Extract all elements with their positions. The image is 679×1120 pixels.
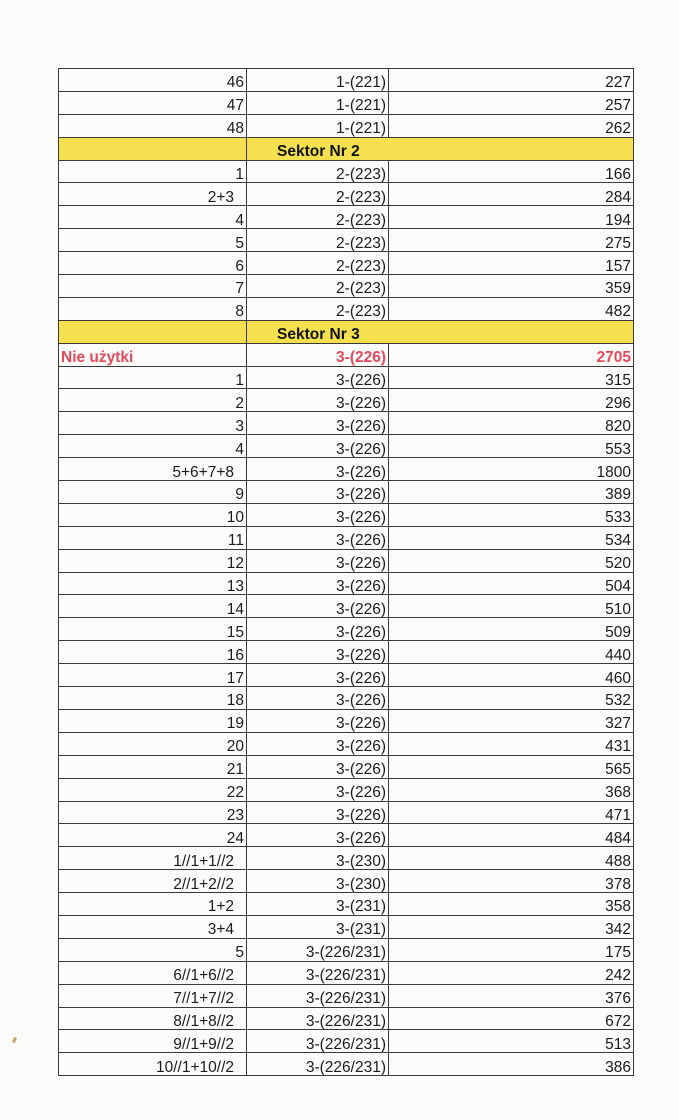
table-row	[59, 641, 634, 664]
table-row	[59, 687, 634, 710]
parcel-number-cell: 8	[59, 297, 247, 320]
table-row	[59, 1053, 634, 1076]
sector-table	[58, 68, 634, 1076]
parcel-number-cell: 17	[59, 664, 247, 687]
precinct-cell: 1-(221)	[247, 91, 389, 114]
area-value-cell: 327	[389, 709, 634, 732]
area-value-cell: 257	[389, 91, 634, 114]
area-value-cell: 520	[389, 549, 634, 572]
area-value-cell: 389	[389, 481, 634, 504]
area-value-cell: 358	[389, 893, 634, 916]
area-value-cell: 262	[389, 114, 634, 137]
precinct-cell: 2-(223)	[247, 275, 389, 298]
precinct-cell: 3-(226)	[247, 412, 389, 435]
parcel-number-cell: 24	[59, 824, 247, 847]
area-value-cell: 509	[389, 618, 634, 641]
parcel-number-cell: 2+3	[59, 183, 247, 206]
parcel-number-cell: 1	[59, 366, 247, 389]
parcel-number-cell: 19	[59, 709, 247, 732]
parcel-number-cell: 47	[59, 91, 247, 114]
area-value-cell: 376	[389, 984, 634, 1007]
precinct-cell: 3-(226/231)	[247, 1007, 389, 1030]
precinct-cell: 3-(226)	[247, 824, 389, 847]
area-value-cell: 157	[389, 252, 634, 275]
parcel-number-cell: 1	[59, 160, 247, 183]
precinct-cell: 3-(226)	[247, 641, 389, 664]
table-row	[59, 526, 634, 549]
precinct-cell: 3-(226/231)	[247, 1030, 389, 1053]
parcel-number-cell: 7//1+7//2	[59, 984, 247, 1007]
precinct-cell: 3-(226)	[247, 709, 389, 732]
sector-table-body	[59, 69, 634, 1076]
area-value-cell: 513	[389, 1030, 634, 1053]
area-value-cell: 440	[389, 641, 634, 664]
precinct-cell: 2-(223)	[247, 206, 389, 229]
sector-header-blank	[59, 320, 247, 343]
table-row	[59, 69, 634, 92]
area-value-cell: 672	[389, 1007, 634, 1030]
precinct-cell: 3-(226/231)	[247, 938, 389, 961]
table-row	[59, 1030, 634, 1053]
area-value-cell: 460	[389, 664, 634, 687]
table-row	[59, 801, 634, 824]
table-row	[59, 572, 634, 595]
table-row	[59, 824, 634, 847]
table-row	[59, 366, 634, 389]
precinct-cell: 3-(226/231)	[247, 984, 389, 1007]
precinct-cell: 3-(226)	[247, 732, 389, 755]
precinct-cell: 3-(226)	[247, 778, 389, 801]
precinct-cell: 3-(231)	[247, 893, 389, 916]
parcel-number-cell: 15	[59, 618, 247, 641]
area-value-cell: 315	[389, 366, 634, 389]
table-row	[59, 938, 634, 961]
table-row	[59, 206, 634, 229]
precinct-cell: 3-(226)	[247, 435, 389, 458]
precinct-cell: 2-(223)	[247, 297, 389, 320]
parcel-number-cell: 6//1+6//2	[59, 961, 247, 984]
area-value-cell: 368	[389, 778, 634, 801]
table-row	[59, 709, 634, 732]
parcel-number-cell: 1//1+1//2	[59, 847, 247, 870]
area-value-cell: 565	[389, 755, 634, 778]
sector-header-blank	[59, 137, 247, 160]
table-row	[59, 389, 634, 412]
sector-header-label: Sektor Nr 3	[277, 326, 360, 344]
parcel-number-cell: 2//1+2//2	[59, 870, 247, 893]
table-row	[59, 664, 634, 687]
table-row	[59, 229, 634, 252]
parcel-number-cell: 3	[59, 412, 247, 435]
precinct-cell: 3-(226)	[247, 481, 389, 504]
area-value-cell: 175	[389, 938, 634, 961]
area-value-cell: 482	[389, 297, 634, 320]
table-row	[59, 114, 634, 137]
parcel-number-cell: 5	[59, 229, 247, 252]
sector-header-fill	[389, 320, 634, 343]
table-row	[59, 870, 634, 893]
area-value-cell: 242	[389, 961, 634, 984]
precinct-cell: 3-(226)	[247, 801, 389, 824]
area-value-cell: 504	[389, 572, 634, 595]
parcel-number-cell: 14	[59, 595, 247, 618]
table-row	[59, 458, 634, 481]
parcel-number-cell: 2	[59, 389, 247, 412]
table-row	[59, 1007, 634, 1030]
table-row	[59, 183, 634, 206]
table-row	[59, 91, 634, 114]
parcel-number-cell: 5	[59, 938, 247, 961]
area-value-cell: 342	[389, 915, 634, 938]
precinct-cell: 3-(226)	[247, 595, 389, 618]
area-value-cell: 471	[389, 801, 634, 824]
area-value-cell: 532	[389, 687, 634, 710]
area-value-cell: 488	[389, 847, 634, 870]
table-row	[59, 847, 634, 870]
sector-header-row	[59, 137, 634, 160]
area-value-cell: 553	[389, 435, 634, 458]
table-row	[59, 778, 634, 801]
parcel-number-cell: 13	[59, 572, 247, 595]
area-value-cell: 484	[389, 824, 634, 847]
precinct-cell: 1-(221)	[247, 114, 389, 137]
precinct-cell: 3-(226)	[247, 549, 389, 572]
precinct-cell: 3-(231)	[247, 915, 389, 938]
parcel-number-cell: 9//1+9//2	[59, 1030, 247, 1053]
parcel-number-cell: 9	[59, 481, 247, 504]
precinct-cell: 2-(223)	[247, 183, 389, 206]
precinct-cell: 1-(221)	[247, 69, 389, 92]
table-row	[59, 503, 634, 526]
area-value-cell: 533	[389, 503, 634, 526]
area-value-cell: 1800	[389, 458, 634, 481]
parcel-number-cell: 4	[59, 206, 247, 229]
table-row	[59, 893, 634, 916]
area-value-cell: 275	[389, 229, 634, 252]
parcel-number-cell: 16	[59, 641, 247, 664]
table-row	[59, 297, 634, 320]
precinct-cell: 2-(223)	[247, 229, 389, 252]
table-row	[59, 481, 634, 504]
precinct-cell: 3-(226/231)	[247, 961, 389, 984]
table-row	[59, 618, 634, 641]
table-row	[59, 549, 634, 572]
parcel-number-cell: 6	[59, 252, 247, 275]
table-row	[59, 252, 634, 275]
parcel-number-cell: 5+6+7+8	[59, 458, 247, 481]
precinct-cell: 3-(230)	[247, 847, 389, 870]
parcel-number-cell: 12	[59, 549, 247, 572]
area-value-cell: 431	[389, 732, 634, 755]
precinct-cell: 3-(226)	[247, 618, 389, 641]
area-value-cell: 166	[389, 160, 634, 183]
precinct-cell: 3-(226)	[247, 366, 389, 389]
parcel-number-cell: 8//1+8//2	[59, 1007, 247, 1030]
parcel-number-cell: 1+2	[59, 893, 247, 916]
area-value-cell: 227	[389, 69, 634, 92]
precinct-cell: 3-(226)	[247, 572, 389, 595]
parcel-number-cell: 46	[59, 69, 247, 92]
wasteland-row	[59, 343, 634, 366]
parcel-number-cell: 23	[59, 801, 247, 824]
precinct-cell: 3-(226)	[247, 755, 389, 778]
table-row	[59, 595, 634, 618]
precinct-cell: 3-(226)	[247, 343, 389, 366]
precinct-cell: 3-(226)	[247, 664, 389, 687]
area-value-cell: 194	[389, 206, 634, 229]
table-row	[59, 984, 634, 1007]
precinct-cell: 2-(223)	[247, 160, 389, 183]
parcel-number-cell: Nie użytki	[59, 343, 247, 366]
parcel-number-cell: 22	[59, 778, 247, 801]
area-value-cell: 2705	[389, 343, 634, 366]
area-value-cell: 534	[389, 526, 634, 549]
area-value-cell: 510	[389, 595, 634, 618]
area-value-cell: 820	[389, 412, 634, 435]
precinct-cell: 3-(226)	[247, 389, 389, 412]
scan-speck	[12, 1037, 17, 1044]
parcel-number-cell: 4	[59, 435, 247, 458]
precinct-cell: 3-(226)	[247, 458, 389, 481]
sector-header-label-cell	[247, 320, 389, 343]
area-value-cell: 378	[389, 870, 634, 893]
table-row	[59, 160, 634, 183]
area-value-cell: 284	[389, 183, 634, 206]
parcel-number-cell: 7	[59, 275, 247, 298]
area-value-cell: 359	[389, 275, 634, 298]
precinct-cell: 3-(226)	[247, 526, 389, 549]
table-row	[59, 732, 634, 755]
table-row	[59, 275, 634, 298]
area-value-cell: 386	[389, 1053, 634, 1076]
parcel-number-cell: 21	[59, 755, 247, 778]
precinct-cell: 3-(230)	[247, 870, 389, 893]
parcel-number-cell: 48	[59, 114, 247, 137]
area-value-cell: 296	[389, 389, 634, 412]
parcel-number-cell: 10//1+10//2	[59, 1053, 247, 1076]
precinct-cell: 2-(223)	[247, 252, 389, 275]
precinct-cell: 3-(226)	[247, 687, 389, 710]
precinct-cell: 3-(226/231)	[247, 1053, 389, 1076]
parcel-number-cell: 20	[59, 732, 247, 755]
parcel-number-cell: 10	[59, 503, 247, 526]
table-row	[59, 412, 634, 435]
sector-header-row	[59, 320, 634, 343]
table-row	[59, 915, 634, 938]
parcel-number-cell: 18	[59, 687, 247, 710]
sector-header-label-cell	[247, 137, 389, 160]
table-row	[59, 755, 634, 778]
sector-header-label: Sektor Nr 2	[277, 143, 360, 161]
table-row	[59, 435, 634, 458]
table-row	[59, 961, 634, 984]
precinct-cell: 3-(226)	[247, 503, 389, 526]
parcel-number-cell: 11	[59, 526, 247, 549]
parcel-number-cell: 3+4	[59, 915, 247, 938]
sector-header-fill	[389, 137, 634, 160]
